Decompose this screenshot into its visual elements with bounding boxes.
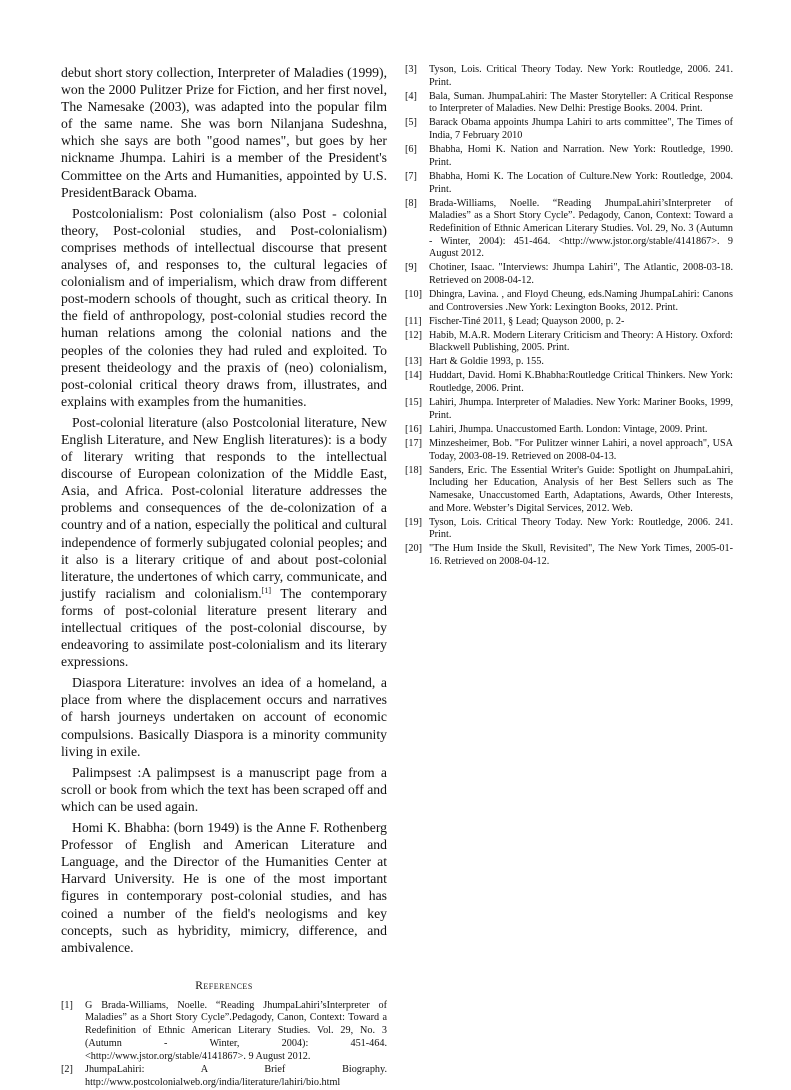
reference-text: Bhabha, Homi K. The Location of Culture.New York: Routledge, 2004. Print. (429, 170, 733, 195)
reference-item (405, 64, 733, 89)
reference-number: [3] (405, 64, 417, 75)
reference-number: [11] (405, 315, 422, 327)
reference-item (405, 517, 733, 542)
reference-number: [9] (405, 262, 417, 274)
reference-text: "The Hum Inside the Skull, Revisited", The New York Times, 2005-01-16. Retrieved on 2008-04-12. (429, 543, 733, 568)
reference-item (405, 171, 733, 196)
body-paragraph: Postcolonialism: Post colonialism (also Post - colonial theory, Post-colonial studies, and Post-colonialism) comprises methods of intellectual discourse that present analyses of, and responses to, the cultural legacies of colonialism and of imperialism, which draw from different post-modern schools of thought, such as critical theory. In the field of anthropology, post-colonial studies record the human relations among the colonial nations and the peoples of the colonies they had ruled and exploited. To present theideology and the praxis of (neo) colonialism, post-colonial critical theory draws from, illustrates, and explains with examples from the humanities. (61, 205, 387, 409)
reference-number: [20] (405, 543, 422, 555)
reference-text: Bala, Suman. JhumpaLahiri: The Master Storyteller: A Critical Response to Interpreter of Maladies. New Delhi: Prestige Books. 2004. Print. (429, 90, 733, 115)
reference-number: [4] (405, 90, 417, 102)
reference-item (61, 1000, 387, 1064)
reference-item (405, 198, 733, 262)
reference-text: Brada-Williams, Noelle. “Reading JhumpaLahiri’sInterpreter of Maladies” as a Short Story Cycle”. Pedagody, Canon, Context: Toward a Redefinition of Ethnic American Literary Studies. Vol. 29, No. 3 (Autumn - Winter, 2004): 451-464. <http://www.jstor.org/stable/4141867>. 9 August 2012. (429, 197, 733, 260)
reference-text: Minzesheimer, Bob. "For Pulitzer winner Lahiri, a novel approach", USA Today, 2003-08-19. Retrieved on 2008-04-13. (429, 437, 733, 462)
reference-number: [10] (405, 289, 422, 301)
reference-text: Huddart, David. Homi K.Bhabha:Routledge Critical Thinkers. New York: Routledge, 2006. Print. (429, 370, 733, 395)
reference-number: [8] (405, 197, 417, 209)
body-paragraph (61, 414, 387, 670)
reference-number: [2] (61, 1063, 73, 1075)
reference-text: Sanders, Eric. The Essential Writer's Guide: Spotlight on JhumpaLahiri, Including her Education, Analysis of her Best Sellers such as The Namesake, Unaccustomed Earth, Adaptations, Awards, Other Interests, and More. Webster’s Digital Services, 2012. Web. (429, 464, 733, 514)
reference-item (405, 465, 733, 516)
reference-item (405, 370, 733, 395)
reference-text: Lahiri, Jhumpa. Interpreter of Maladies. New York: Mariner Books, 1999, Print. (429, 397, 733, 421)
reference-item (405, 543, 733, 568)
reference-item (405, 144, 733, 169)
reference-number: [5] (405, 117, 417, 129)
reference-number: [14] (405, 370, 422, 382)
reference-text: Dhingra, Lavina. , and Floyd Cheung, eds.Naming JhumpaLahiri: Canons and Controversies .New York: Lexington Books, 2012. Print. (429, 289, 733, 313)
reference-number: [16] (405, 423, 422, 435)
reference-number: [13] (405, 356, 422, 368)
reference-item (405, 117, 733, 142)
body-paragraph: Diaspora Literature: involves an idea of a homeland, a place from where the displacement occurs and narratives of harsh journeys undertaken on account of economic compulsions. Basically Diaspora is a minority community living in exile. (61, 675, 387, 759)
reference-item (405, 289, 733, 314)
reference-text: Tyson, Lois. Critical Theory Today. New York: Routledge, 2006. 241. Print. (429, 516, 733, 541)
reference-text: Habib, M.A.R. Modern Literary Criticism and Theory: A History. Oxford: Blackwell Publishing, 2005. Print. (429, 329, 733, 354)
reference-number: [17] (405, 437, 422, 449)
left-column (61, 64, 387, 1090)
reference-item (405, 91, 733, 116)
body-paragraph: Homi K. Bhabha: (born 1949) is the Anne F. Rothenberg Professor of English and American Literature and Language, and the Director of the Humanities Center at Harvard University. He is one of the most important figures in contemporary post-colonial studies, and has coined a number of the field's neologisms and key concepts, such as hybridity, mimicry, difference, and ambivalence. (61, 820, 387, 955)
reference-item (405, 424, 733, 437)
body-paragraph: debut short story collection, Interpreter of Maladies (1999), won the 2000 Pulitzer Prize for Fiction, and her first novel, The Namesake (2003), was adapted into the popular film of the same name. She was born Nilanjana Sudeshna, which she says are both "good names", but goes by her nickname Jhumpa. Lahiri is a member of the President's Committee on the Arts and Humanities, appointed by U.S. PresidentBarack Obama. (61, 65, 387, 200)
reference-text: Fischer-Tiné 2011, § Lead; Quayson 2000, p. 2- (429, 315, 625, 327)
reference-item (61, 1064, 387, 1089)
paragraph-text: Post-colonial literature (also Postcolonial literature, New English Literature, and New English literatures): is a body of literary writing that responds to the intellectual discourse of European colonization of the Middle East, Asia, and Africa. Post-colonial literature addresses the problems and consequences of the de-colonization of a country and of a nation, especially the political and cultural independence of formerly subjugated colonial peoples; and it also is a literary critique of and about post-colonial literature, the undertones of which carry, communicate, and justify racialism and colonialism. (61, 414, 387, 601)
reference-number: [1] (61, 999, 73, 1011)
citation-link[interactable]: [1] (261, 585, 271, 595)
reference-text: Hart & Goldie 1993, p. 155. (429, 356, 544, 368)
reference-item (405, 316, 733, 329)
reference-item (405, 397, 733, 422)
reference-item (405, 262, 733, 287)
reference-text: Chotiner, Isaac. "Interviews: Jhumpa Lahiri", The Atlantic, 2008-03-18. Retrieved on 2008-04-12. (429, 262, 733, 287)
references-heading: References (195, 979, 253, 992)
reference-item (405, 438, 733, 463)
reference-text: Tyson, Lois. Critical Theory Today. New York: Routledge, 2006. 241. Print. (429, 64, 733, 88)
reference-number: [12] (405, 329, 422, 341)
reference-number: [7] (405, 170, 417, 182)
reference-number: [6] (405, 144, 417, 156)
reference-number: [15] (405, 397, 422, 409)
reference-text: Barack Obama appoints Jhumpa Lahiri to arts committee", The Times of India, 7 February 2010 (429, 117, 733, 142)
paragraph-text: The contemporary forms of post-colonial literature present literary and intellectual critiques of the post-colonial discourse, by endeavoring to assimilate post-colonialism and its literary expressions. (61, 585, 387, 670)
reference-text: JhumpaLahiri: A Brief Biography. http://www.postcolonialweb.org/india/literature/lahiri/bio.html (85, 1063, 387, 1088)
reference-item (405, 356, 733, 369)
reference-text: Lahiri, Jhumpa. Unaccustomed Earth. London: Vintage, 2009. Print. (429, 423, 708, 435)
reference-number: [19] (405, 516, 422, 528)
reference-text: Bhabha, Homi K. Nation and Narration. New York: Routledge, 1990. Print. (429, 144, 733, 168)
reference-text: G Brada-Williams, Noelle. “Reading JhumpaLahiri’sInterpreter of Maladies” as a Short Story Cycle”.Pedagody, Canon, Context: Toward a Redefinition of Ethnic American Literary Studies. Vol. 29, No. 3 (Autumn - Winter, 2004): 451-464.<http://www.jstor.org/stable/4141867>. 9 August 2012. (85, 999, 387, 1062)
reference-item (405, 330, 733, 355)
reference-number: [18] (405, 464, 422, 476)
body-paragraph: Palimpsest :A palimpsest is a manuscript page from a scroll or book from which the text has been scraped off and which can be used again. (61, 764, 387, 814)
right-column (405, 64, 733, 573)
